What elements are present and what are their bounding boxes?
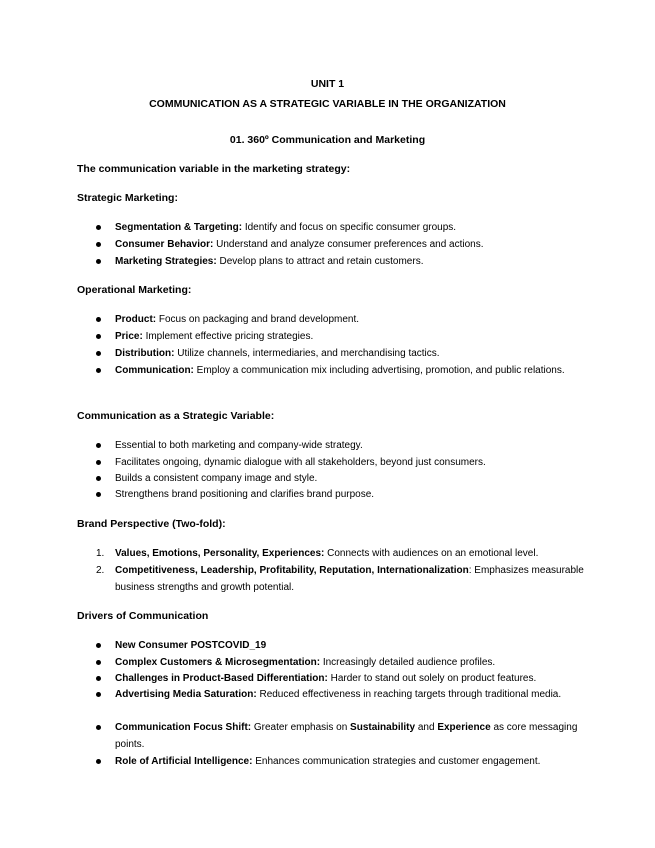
- variable-heading: Communication as a Strategic Variable:: [77, 410, 275, 422]
- list-item: Complex Customers & Microsegmentation: Increasingly detailed audience profiles.: [115, 654, 585, 671]
- bullet-icon: [96, 334, 101, 339]
- list-item: Strengthens brand positioning and clarifies brand purpose.: [115, 486, 585, 503]
- list-item: Facilitates ongoing, dynamic dialogue with all stakeholders, beyond just consumers.: [115, 454, 585, 471]
- bullet-icon: [96, 492, 101, 497]
- item-number: 2.: [96, 565, 105, 576]
- bullet-icon: [96, 643, 101, 648]
- bullet-icon: [96, 259, 101, 264]
- list-item: Essential to both marketing and company-wide strategy.: [115, 437, 585, 454]
- list-item: Price: Implement effective pricing strategies.: [115, 328, 585, 345]
- bullet-icon: [96, 317, 101, 322]
- bullet-icon: [96, 225, 101, 230]
- bullet-icon: [96, 660, 101, 665]
- bullet-icon: [96, 443, 101, 448]
- list-item: Segmentation & Targeting: Identify and focus on specific consumer groups.: [115, 219, 585, 236]
- bullet-icon: [96, 725, 101, 730]
- list-item: Communication: Employ a communication mix including advertising, promotion, and public relations.: [115, 362, 585, 379]
- operational-heading: Operational Marketing:: [77, 284, 192, 296]
- bullet-icon: [96, 692, 101, 697]
- bullet-icon: [96, 676, 101, 681]
- bullet-icon: [96, 368, 101, 373]
- numbered-item: 1. Values, Emotions, Personality, Experiences: Connects with audiences on an emotional level.: [115, 545, 585, 562]
- list-item: New Consumer POSTCOVID_19: [115, 637, 585, 654]
- strategic-heading: Strategic Marketing:: [77, 192, 178, 204]
- list-item: Marketing Strategies: Develop plans to attract and retain customers.: [115, 253, 585, 270]
- unit-label: UNIT 1: [310, 78, 345, 90]
- list-item: Advertising Media Saturation: Reduced effectiveness in reaching targets through traditional media.: [115, 686, 585, 703]
- document-title: COMMUNICATION AS A STRATEGIC VARIABLE IN THE ORGANIZATION: [149, 98, 506, 110]
- bullet-icon: [96, 759, 101, 764]
- list-item: Communication Focus Shift: Greater emphasis on Sustainability and Experience as core messaging points.: [115, 719, 585, 753]
- bullet-icon: [96, 351, 101, 356]
- list-item: Distribution: Utilize channels, intermediaries, and merchandising tactics.: [115, 345, 585, 362]
- list-item: Consumer Behavior: Understand and analyze consumer preferences and actions.: [115, 236, 585, 253]
- list-item: Role of Artificial Intelligence: Enhances communication strategies and customer engagement.: [115, 753, 585, 770]
- list-item: Challenges in Product-Based Differentiation: Harder to stand out solely on product features.: [115, 670, 585, 687]
- bullet-icon: [96, 476, 101, 481]
- list-item: Builds a consistent company image and style.: [115, 470, 585, 487]
- bullet-icon: [96, 242, 101, 247]
- item-number: 1.: [96, 548, 105, 559]
- bullet-icon: [96, 460, 101, 465]
- list-item: Product: Focus on packaging and brand development.: [115, 311, 585, 328]
- section-subtitle: 01. 360º Communication and Marketing: [229, 134, 426, 146]
- numbered-item: 2. Competitiveness, Leadership, Profitability, Reputation, Internationalization: Emphasizes measurable business strengths and growth potential.: [115, 562, 585, 596]
- brand-heading: Brand Perspective (Two-fold):: [77, 518, 226, 530]
- drivers-heading: Drivers of Communication: [77, 610, 209, 622]
- intro-heading: The communication variable in the marketing strategy:: [77, 163, 351, 175]
